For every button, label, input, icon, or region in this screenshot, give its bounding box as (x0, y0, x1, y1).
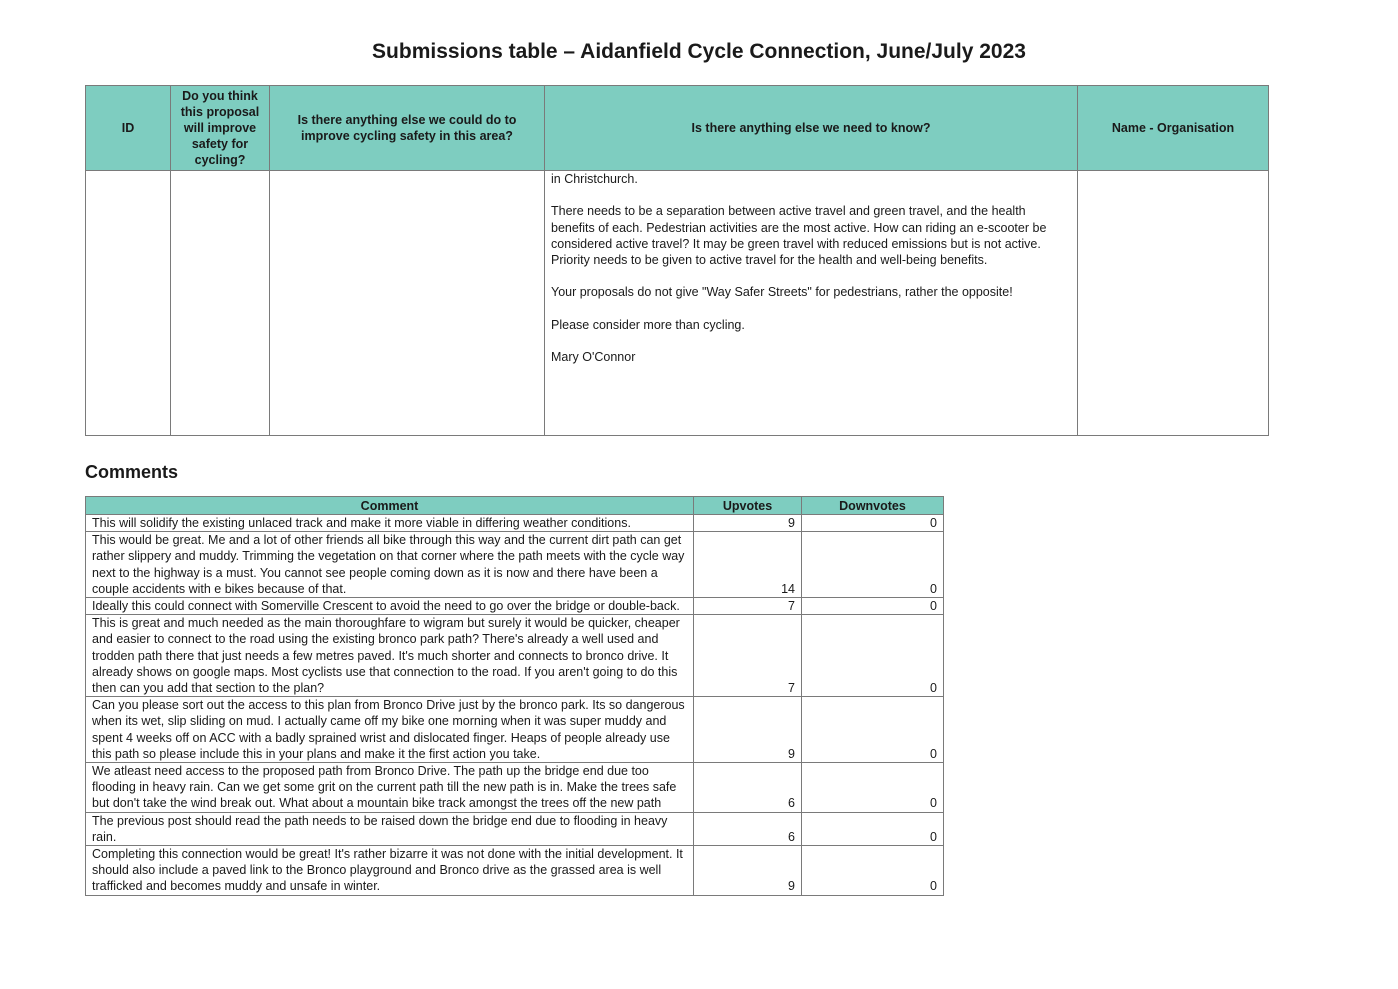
table-row (86, 697, 944, 763)
submission-row (86, 171, 1269, 436)
upvotes-count: 7 (694, 615, 802, 697)
downvotes-count: 0 (802, 615, 944, 697)
know-paragraph: There needs to be a separation between active travel and green travel, and the health benefits of each. Pedestrian activities are the most active. How can riding an e-scooter be considered active travel? It may be green travel with reduced emissions but is not active. Priority needs to be given to active travel for the health and well-being benefits. (551, 204, 1047, 267)
upvotes-count: 9 (694, 846, 802, 896)
submissions-table (85, 85, 1269, 436)
downvotes-count: 0 (802, 697, 944, 763)
header-name-organisation: Name - Organisation (1078, 86, 1269, 171)
upvotes-count: 9 (694, 515, 802, 532)
downvotes-count: 0 (802, 515, 944, 532)
know-paragraph: Please consider more than cycling. (551, 317, 745, 332)
table-row (86, 763, 944, 813)
downvotes-count: 0 (802, 532, 944, 598)
comment-text: The previous post should read the path needs to be raised down the bridge end due to flooding in heavy rain. (86, 812, 694, 845)
table-row (86, 812, 944, 845)
comment-text: Can you please sort out the access to this plan from Bronco Drive just by the bronco park. Its so dangerous when its wet, slip sliding on mud. I actually came off my bike one morning when it was super muddy and spent 4 weeks off on ACC with a badly sprained wrist and dislocated finger. Heaps of people already use this path so please include this in your plans and make it the first action you take. (86, 697, 694, 763)
submissions-header-row (86, 86, 1269, 171)
comment-text: This would be great. Me and a lot of other friends all bike through this way and the current dirt path can get rather slippery and muddy. Trimming the vegetation on that corner where the path meets with the cycle way next to the highway is a must. You cannot see people coming down as it is now and there have been a couple accidents with e bikes because of that. (86, 532, 694, 598)
cell-anything-else-could (270, 171, 545, 436)
upvotes-count: 6 (694, 812, 802, 845)
comment-text: We atleast need access to the proposed path from Bronco Drive. The path up the bridge end due too flooding in heavy rain. Can we get some grit on the current path till the new path is in. Make the trees safe but don't take the wind break out. What about a mountain bike track amongst the trees off the new path (86, 763, 694, 813)
table-row (86, 532, 944, 598)
header-upvotes: Upvotes (694, 497, 802, 515)
downvotes-count: 0 (802, 598, 944, 615)
cell-improve-safety (171, 171, 270, 436)
know-paragraph: Your proposals do not give "Way Safer Streets" for pedestrians, rather the opposite! (551, 285, 1013, 300)
downvotes-count: 0 (802, 812, 944, 845)
cell-id (86, 171, 171, 436)
page-title: Submissions table – Aidanfield Cycle Connection, June/July 2023 (372, 40, 1026, 63)
comment-text: Completing this connection would be great! It's rather bizarre it was not done with the initial development. It should also include a paved link to the Bronco playground and Bronco drive as the grassed area is well trafficked and becomes muddy and unsafe in winter. (86, 846, 694, 896)
header-id: ID (86, 86, 171, 171)
comments-table (85, 496, 944, 896)
cell-anything-else-know (545, 171, 1078, 436)
upvotes-count: 9 (694, 697, 802, 763)
downvotes-count: 0 (802, 763, 944, 813)
table-row (86, 598, 944, 615)
table-row (86, 846, 944, 896)
upvotes-count: 6 (694, 763, 802, 813)
header-downvotes: Downvotes (802, 497, 944, 515)
know-paragraph: in Christchurch. (551, 172, 638, 186)
header-comment: Comment (86, 497, 694, 515)
know-paragraph: Mary O'Connor (551, 350, 636, 365)
downvotes-count: 0 (802, 846, 944, 896)
comments-heading: Comments (85, 462, 179, 482)
header-anything-else-know: Is there anything else we need to know? (545, 86, 1078, 171)
comment-text: This is great and much needed as the main thoroughfare to wigram but surely it would be quicker, cheaper and easier to connect to the road using the existing bronco park path? There's already a well used and trodden path there that just needs a few metres paved. It's much shorter and connects to bronco drive. It already shows on google maps. Most cyclists use that connection to the road. If you aren't going to do this then can you add that section to the plan? (86, 615, 694, 697)
cell-name-organisation (1078, 171, 1269, 436)
comments-header-row (86, 497, 944, 515)
comment-text: Ideally this could connect with Somerville Crescent to avoid the need to go over the bridge or double-back. (86, 598, 694, 615)
header-improve-safety: Do you think this proposal will improve safety for cycling? (171, 86, 270, 171)
header-anything-else-could: Is there anything else we could do to improve cycling safety in this area? (270, 86, 545, 171)
upvotes-count: 14 (694, 532, 802, 598)
table-row (86, 515, 944, 532)
comment-text: This will solidify the existing unlaced track and make it more viable in differing weather conditions. (86, 515, 694, 532)
upvotes-count: 7 (694, 598, 802, 615)
table-row (86, 615, 944, 697)
